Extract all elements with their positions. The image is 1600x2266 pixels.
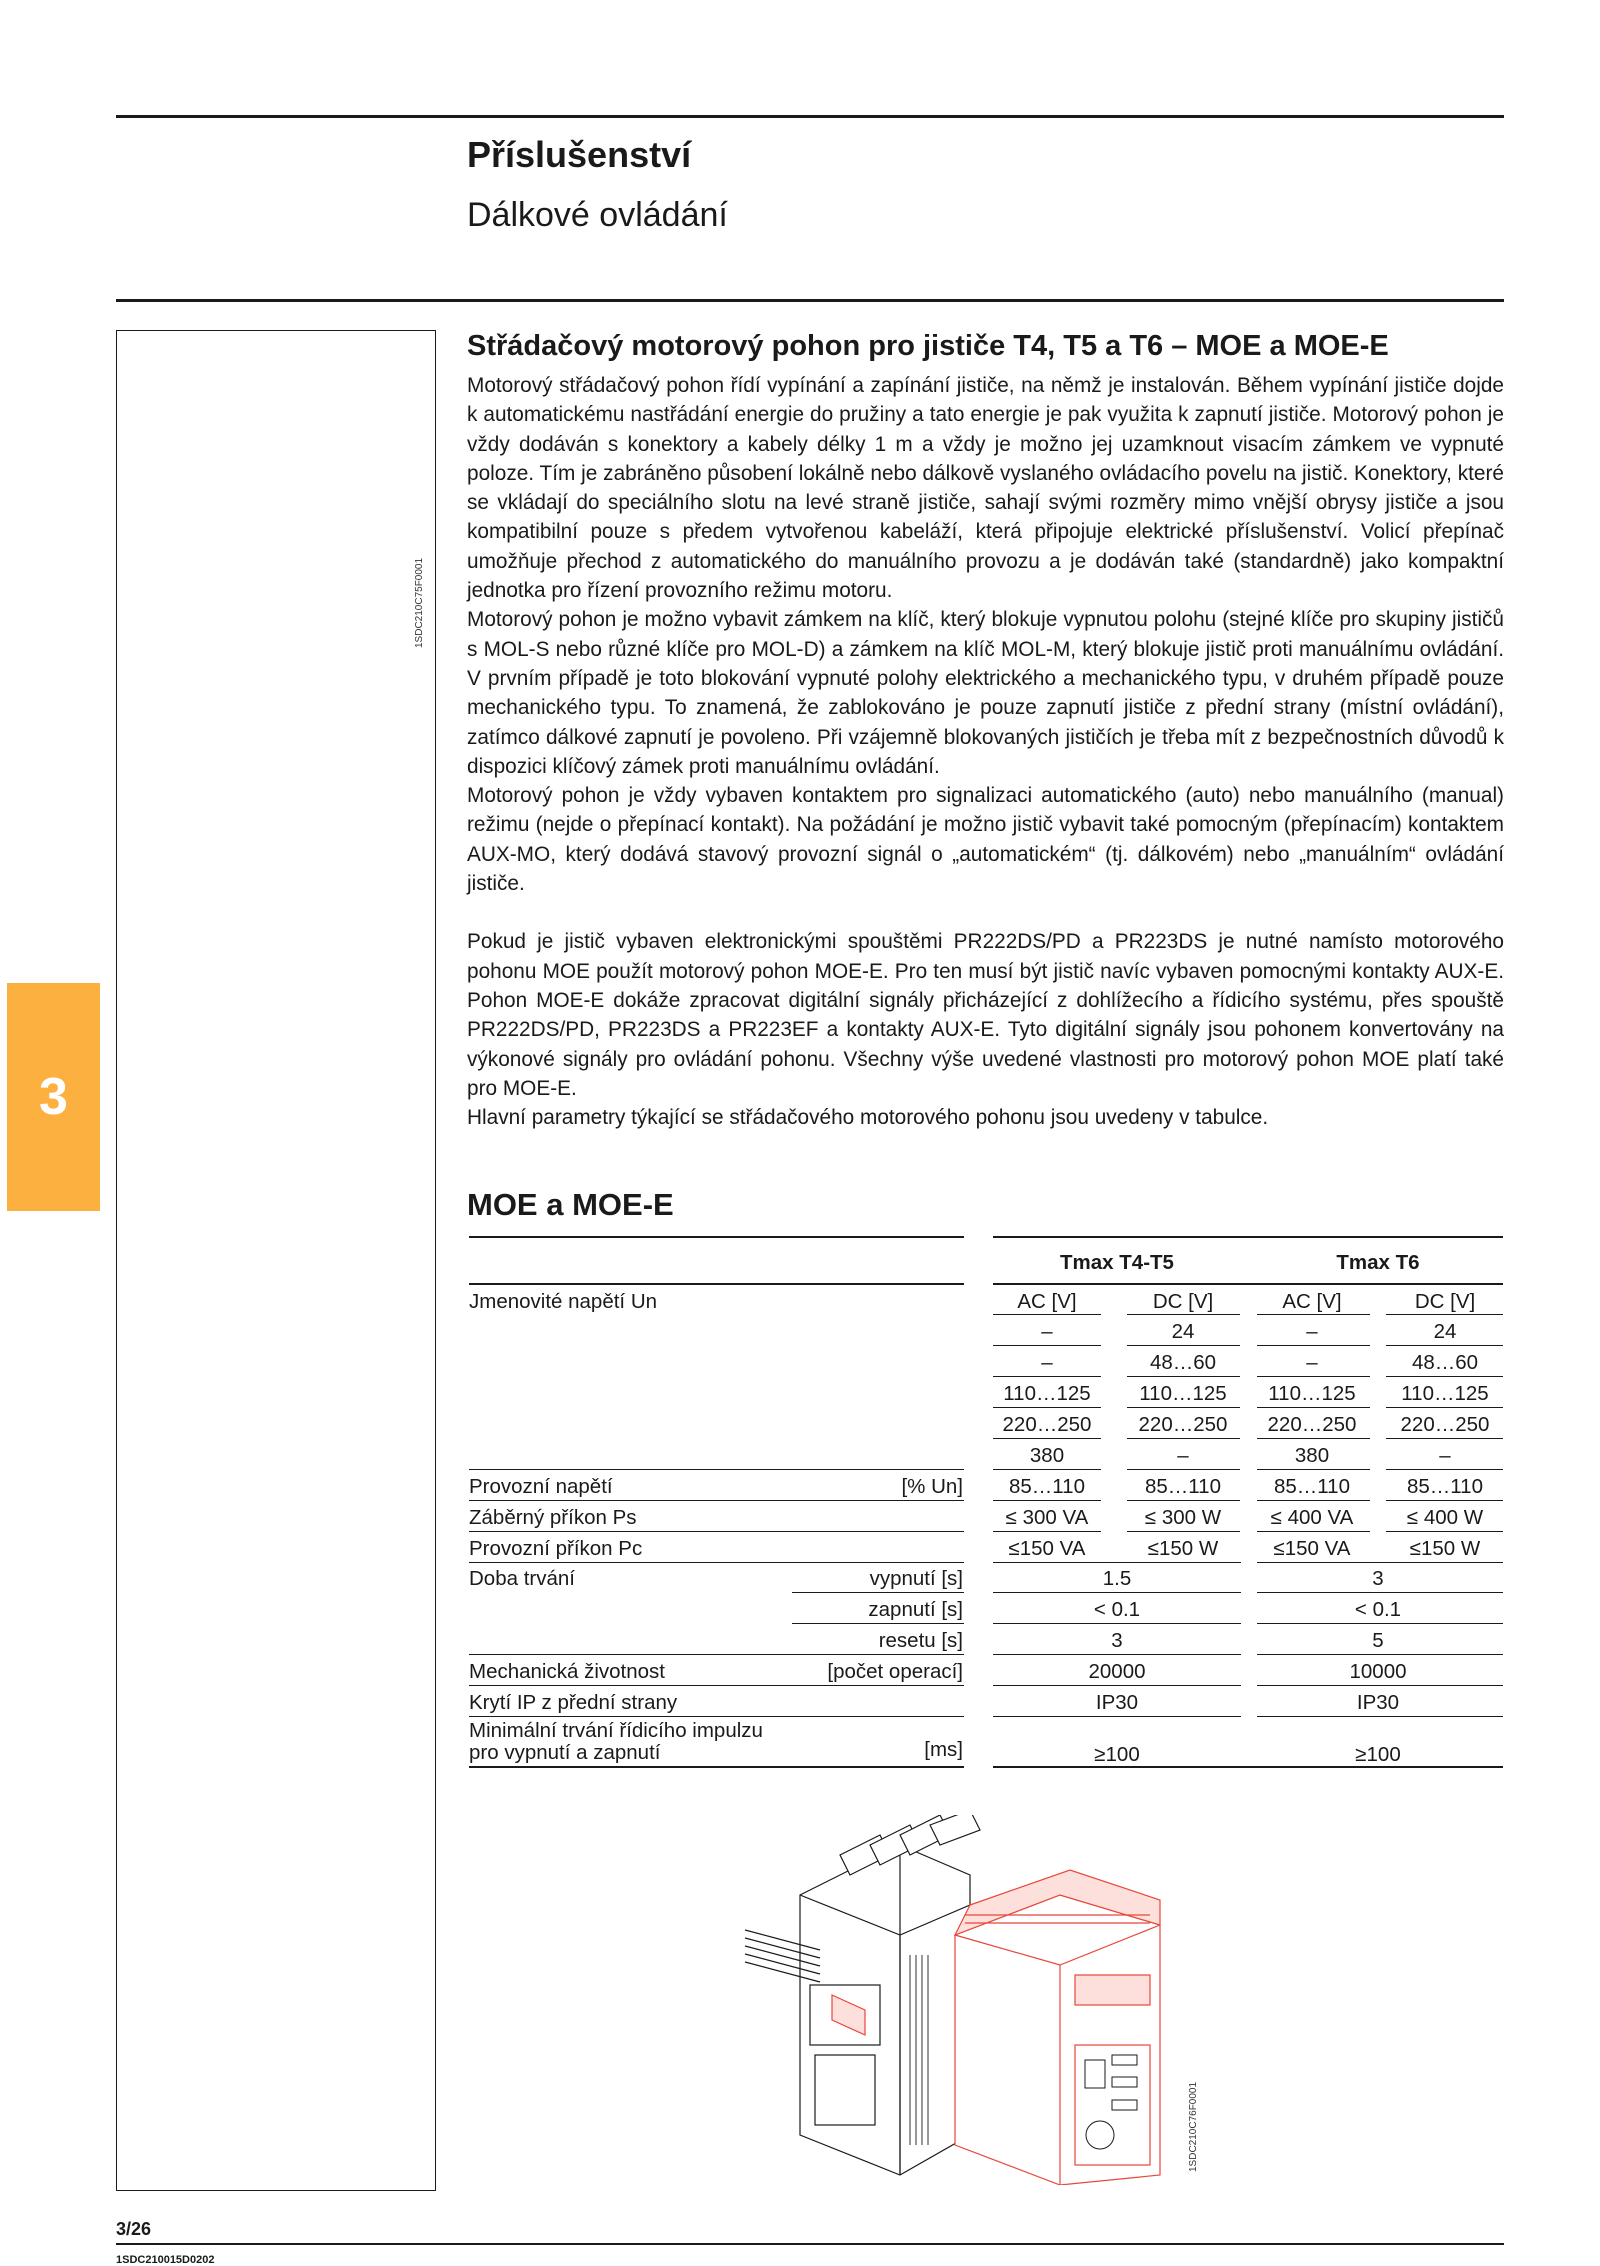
page-subtitle: Dálkové ovládání [467,196,728,234]
cell: ≤ 400 VA [1270,1506,1354,1529]
cell: 24 [1433,1320,1457,1343]
cell: 220…250 [1002,1413,1092,1436]
paragraph-3: Motorový pohon je vždy vybaven kontaktem pro signalizaci automatického (auto) nebo manuálního (manual) režimu (nejde o přepínací kontakt). Na požádání je možno jistič vybavit také pomocným (přepínacím) kontaktem AUX-MO, který dodává stavový provozní signál o „automatickém“ (tj. dálkovém) nebo „manuálním“ ovládání jističe. [467,784,1504,896]
table-bottom-rule-right [993,1766,1503,1768]
cell: ≤ 300 VA [1005,1506,1089,1529]
cell: ≥100 [1094,1743,1140,1766]
cell: 85…110 [1407,1475,1483,1498]
label-provozni-napeti: Provozní napětí [469,1475,613,1498]
side-frame [116,330,436,2191]
cell: < 0.1 [1093,1598,1141,1621]
cell: 1.5 [1102,1567,1132,1590]
group-header-t4t5: Tmax T4-T5 [1060,1251,1174,1274]
side-code-top: 1SDC210C75F0001 [414,557,425,648]
unit-min-impuls: [ms] [924,1738,963,1761]
chapter-tab: 3 [7,983,100,1211]
page-number: 3/26 [116,2219,152,2239]
cell: – [1177,1444,1189,1467]
cell: ≤150 W [1147,1537,1219,1560]
cell: – [1041,1351,1053,1374]
label-jmenovite-napeti: Jmenovité napětí Un [469,1290,658,1313]
illustration-code: 1SDC210C76F0001 [1188,2081,1199,2172]
row-rule [469,1500,964,1501]
table-top-rule-left [469,1236,964,1238]
paragraph-5: Hlavní parametry týkající se střádačového motorového pohonu jsou uvedeny v tabulce. [467,1106,1269,1130]
label-doba-trvani: Doba trvání [469,1567,575,1590]
cell: 110…125 [1003,1382,1091,1405]
cell: ≤150 W [1409,1537,1481,1560]
cell: 24 [1171,1320,1195,1343]
cell: 48…60 [1149,1351,1217,1374]
cell: 220…250 [1138,1413,1228,1436]
subheader-ac-1: AC [V] [1017,1290,1077,1313]
table-top-rule-right [993,1236,1503,1238]
row-rule [792,1623,964,1624]
row-rule [469,1469,964,1470]
paragraph-2: Motorový pohon je možno vybavit zámkem na klíč, který blokuje vypnutou polohu (stejné klíče pro skupiny jističů s MOL-S nebo různé klíče pro MOL-D) a zámkem na klíč MOL-M, který blokuje jistič proti manuálnímu ovládání. V prvním případě je toto blokování vypnuté polohy elektrického a mechanického typu, v druhém případě pouze mechanického typu. To znamená, že zablokováno je pouze zapnutí jističe z přední strany (místní ovládání), zatímco dálkové zapnutí je povoleno. Při vzájemně blokovaných jističích je třeba mít z bezpečnostních důvodů k dispozici klíčový zámek proti manuálnímu ovládání. [467,608,1504,778]
sub-zapnuti: zapnutí [s] [868,1598,963,1621]
sub-resetu: resetu [s] [878,1629,963,1652]
unit-mechanicka-zivotnost: [počet operací] [827,1660,963,1683]
header-rule-left [469,1283,964,1285]
row-rule [469,1562,964,1563]
cell: – [1439,1444,1451,1467]
cell: 110…125 [1401,1382,1489,1405]
row-rule [469,1716,964,1717]
unit-provozni-napeti: [% Un] [901,1475,963,1498]
cell: 3 [1372,1567,1384,1590]
label-kryti-ip: Krytí IP z přední strany [469,1691,678,1714]
cell: 220…250 [1267,1413,1357,1436]
table-bottom-rule-left [469,1766,964,1768]
section-title: Střádačový motorový pohon pro jističe T4, T5 a T6 – MOE a MOE-E [467,330,1389,362]
row-rule [469,1531,964,1532]
cell: 5 [1372,1629,1384,1652]
row-rule [792,1592,964,1593]
cell: ≤ 300 W [1144,1506,1222,1529]
subheader-ac-2: AC [V] [1282,1290,1342,1313]
cell: 110…125 [1268,1382,1356,1405]
cell: ≥100 [1355,1743,1401,1766]
label-mechanicka-zivotnost: Mechanická životnost [469,1660,665,1683]
top-rule [116,115,1504,118]
cell: < 0.1 [1354,1598,1402,1621]
moe-illustration [740,1815,1260,2185]
cell: IP30 [1095,1691,1139,1714]
label-min-impuls-2: pro vypnutí a zapnutí [469,1741,661,1764]
paragraph-4: Pokud je jistič vybaven elektronickými spouštěmi PR222DS/PD a PR223DS je nutné namísto motorového pohonu MOE použít motorový pohon MOE-E. Pro ten musí být jistič navíc vybaven pomocnými kontakty AUX-E. Pohon MOE-E dokáže zpracovat digitální signály přicházející z dohlížecího a řídicího systému, přes spouště PR222DS/PD, PR223DS a PR223EF a kontakty AUX-E. Tyto digitální signály jsou pohonem konvertovány na výkonové signály pro ovládání pohonu. Všechny výše uvedené vlastnosti pro motorový pohon MOE platí také pro MOE-E. [467,930,1504,1100]
table-title: MOE a MOE-E [467,1187,674,1222]
row-rule [469,1685,964,1686]
cell: 380 [1294,1444,1330,1467]
cell: ≤150 VA [1273,1537,1351,1560]
cell: 380 [1029,1444,1065,1467]
group-header-t6: Tmax T6 [1336,1251,1420,1274]
cell: – [1041,1320,1053,1343]
header-bottom-rule [116,299,1504,302]
footer-rule [116,2243,1504,2245]
cell: 85…110 [1274,1475,1350,1498]
cell: – [1306,1351,1318,1374]
cell: 20000 [1088,1660,1146,1683]
cell: ≤150 VA [1008,1537,1086,1560]
cell: ≤ 400 W [1406,1506,1484,1529]
header-rule-right [993,1283,1503,1285]
paragraph-1: Motorový střádačový pohon řídí vypínání a zapínání jističe, na němž je instalován. Během vypínání jističe dojde k automatickému nastřádání energie do pružiny a tato energie je pak využita k zapnutí jističe. Motorový pohon je vždy dodáván s konektory a kabely délky 1 m a vždy je možno jej uzamknout visacím zámkem ve vypnuté poloze. Tím je zabráněno působení lokálně nebo dálkově vyslaného ovládacího povelu na jistič. Konektory, které se vkládají do speciálního slotu na levé straně jističe, sahají svými rozměry mimo vnější obrysy jističe a jsou kompatibilní pouze s předem vytvořenou kabeláží, která připojuje elektrické příslušenství. Volicí přepínač umožňuje přechod z automatického do manuálního provozu a je dodáván také (standardně) jako kompaktní jednotka pro řízení provozního režimu motoru. [467,374,1504,603]
cell: 110…125 [1139,1382,1227,1405]
label-min-impuls-1: Minimální trvání řídicího impulzu [469,1719,763,1742]
section-body [467,371,1504,1132]
subheader-dc-1: DC [V] [1152,1290,1214,1313]
sub-vypnuti: vypnutí [s] [869,1567,963,1590]
cell: 3 [1111,1629,1123,1652]
label-provozni-prikon: Provozní příkon Pc [469,1537,643,1560]
cell: IP30 [1356,1691,1400,1714]
cell: 85…110 [1009,1475,1085,1498]
subheader-dc-2: DC [V] [1414,1290,1476,1313]
cell: 48…60 [1411,1351,1479,1374]
cell: 220…250 [1400,1413,1490,1436]
cell: 10000 [1349,1660,1407,1683]
cell: – [1306,1320,1318,1343]
document-code: 1SDC210015D0202 [116,2254,215,2266]
page-title: Příslušenství [467,134,692,175]
row-rule [469,1654,964,1655]
label-zaberny-prikon: Záběrný příkon Ps [469,1506,637,1529]
cell: 85…110 [1145,1475,1221,1498]
